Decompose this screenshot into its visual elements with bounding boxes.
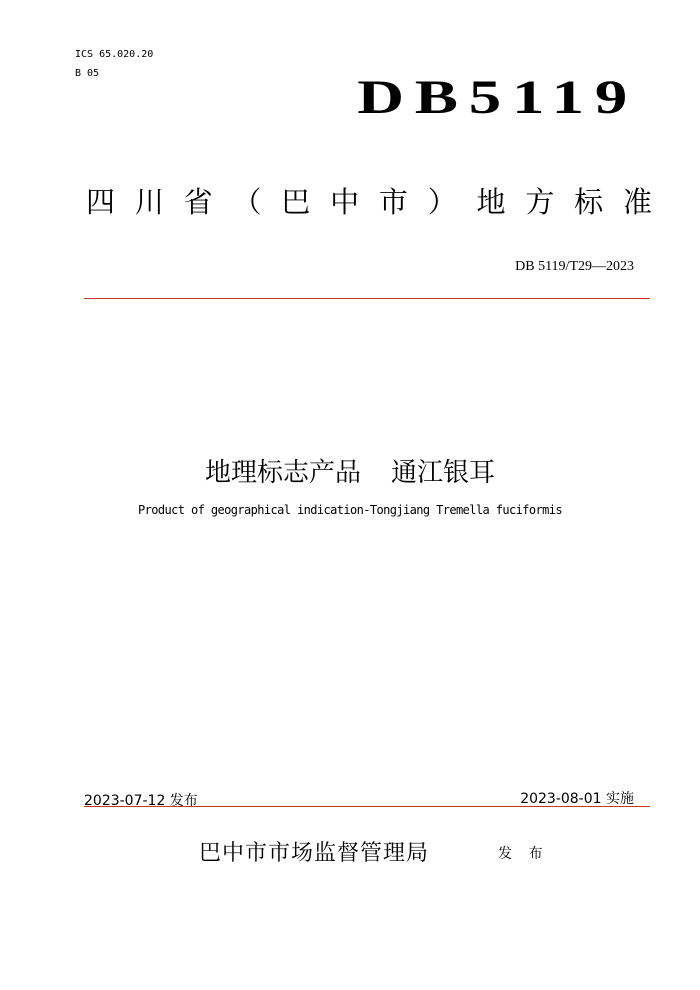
standard-type-title — [86, 180, 652, 221]
ics-code: ICS 65.020.20 — [75, 49, 154, 60]
standard-type-char: 地 — [476, 185, 506, 219]
issue-date: 2023-07-12 发布 — [84, 793, 198, 809]
title-cn-part1: 地理标志产品 — [204, 458, 361, 488]
standard-type-char: 准 — [622, 185, 652, 219]
standard-type-char: 标 — [574, 185, 604, 219]
top-divider — [84, 298, 650, 299]
standard-type-char: 川 — [134, 185, 164, 219]
standard-type-char: （ — [232, 185, 262, 219]
document-title-english: Product of geographical indication-Tongjiang Tremella fuciformis — [138, 503, 562, 517]
document-title — [0, 452, 700, 489]
standard-type-char: 方 — [525, 185, 555, 219]
standard-type-char: 四 — [86, 185, 116, 219]
bottom-divider — [84, 806, 650, 807]
implementation-date: 2023-08-01 实施 — [520, 791, 634, 807]
standard-number: DB 5119/T29—2023 — [515, 259, 634, 274]
standard-logo: DB5119 — [357, 71, 638, 124]
title-cn-part2: 通江银耳 — [391, 458, 496, 488]
publish-label: 发 布 — [498, 846, 549, 862]
standard-type-char: ） — [427, 185, 457, 219]
ccs-code: B 05 — [75, 68, 100, 79]
standard-type-char: 巴 — [281, 185, 311, 219]
standard-type-char: 中 — [330, 185, 360, 219]
standard-type-char: 市 — [378, 185, 408, 219]
standard-type-char: 省 — [183, 185, 213, 219]
issuing-authority: 巴中市市场监督管理局 — [199, 841, 430, 866]
